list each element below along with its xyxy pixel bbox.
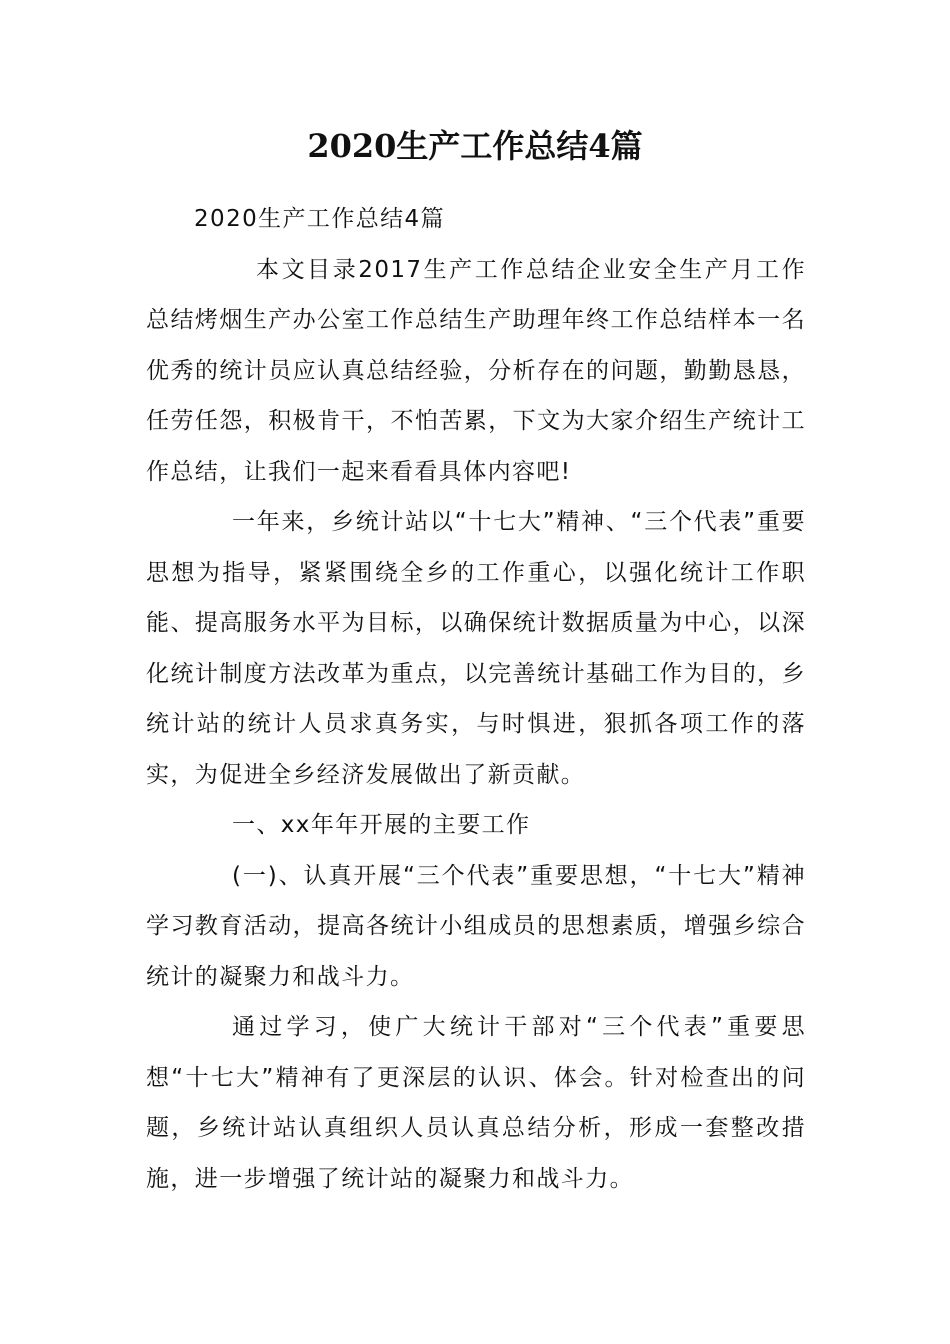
study-paragraph: 通过学习，使广大统计干部对“三个代表”重要思想“十七大”精神有了更深层的认识、体会。针对检查出的问题，乡统计站认真组织人员认真总结分析，形成一套整改措施，进一步增强了统计站的凝聚力和战斗力。 [146, 1014, 806, 1192]
overview-paragraph: 一年来，乡统计站以“十七大”精神、“三个代表”重要思想为指导，紧紧围绕全乡的工作重心，以强化统计工作职能、提高服务水平为目标，以确保统计数据质量为中心，以深化统计制度方法改革为重点，以完善统计基础工作为目的，乡统计站的统计人员求真务实，与时惧进，狠抓各项工作的落实，为促进全乡经济发展做出了新贡献。 [146, 509, 806, 788]
section-heading: 一、xx年年开展的主要工作 [232, 812, 531, 838]
document-body [146, 194, 806, 1204]
subsection-paragraph: (一)、认真开展“三个代表”重要思想，“十七大”精神学习教育活动，提高各统计小组成员的思想素质，增强乡综合统计的凝聚力和战斗力。 [146, 862, 806, 990]
intro-paragraph: 本文目录2017生产工作总结企业安全生产月工作总结烤烟生产办公室工作总结生产助理年终工作总结样本一名优秀的统计员应认真总结经验，分析存在的问题，勤勤恳恳，任劳任怨，积极肯干，不怕苦累，下文为大家介绍生产统计工作总结，让我们一起来看看具体内容吧! [146, 256, 806, 485]
document-title: 2020生产工作总结4篇 [307, 127, 643, 165]
subtitle-paragraph: 2020生产工作总结4篇 [194, 206, 445, 232]
